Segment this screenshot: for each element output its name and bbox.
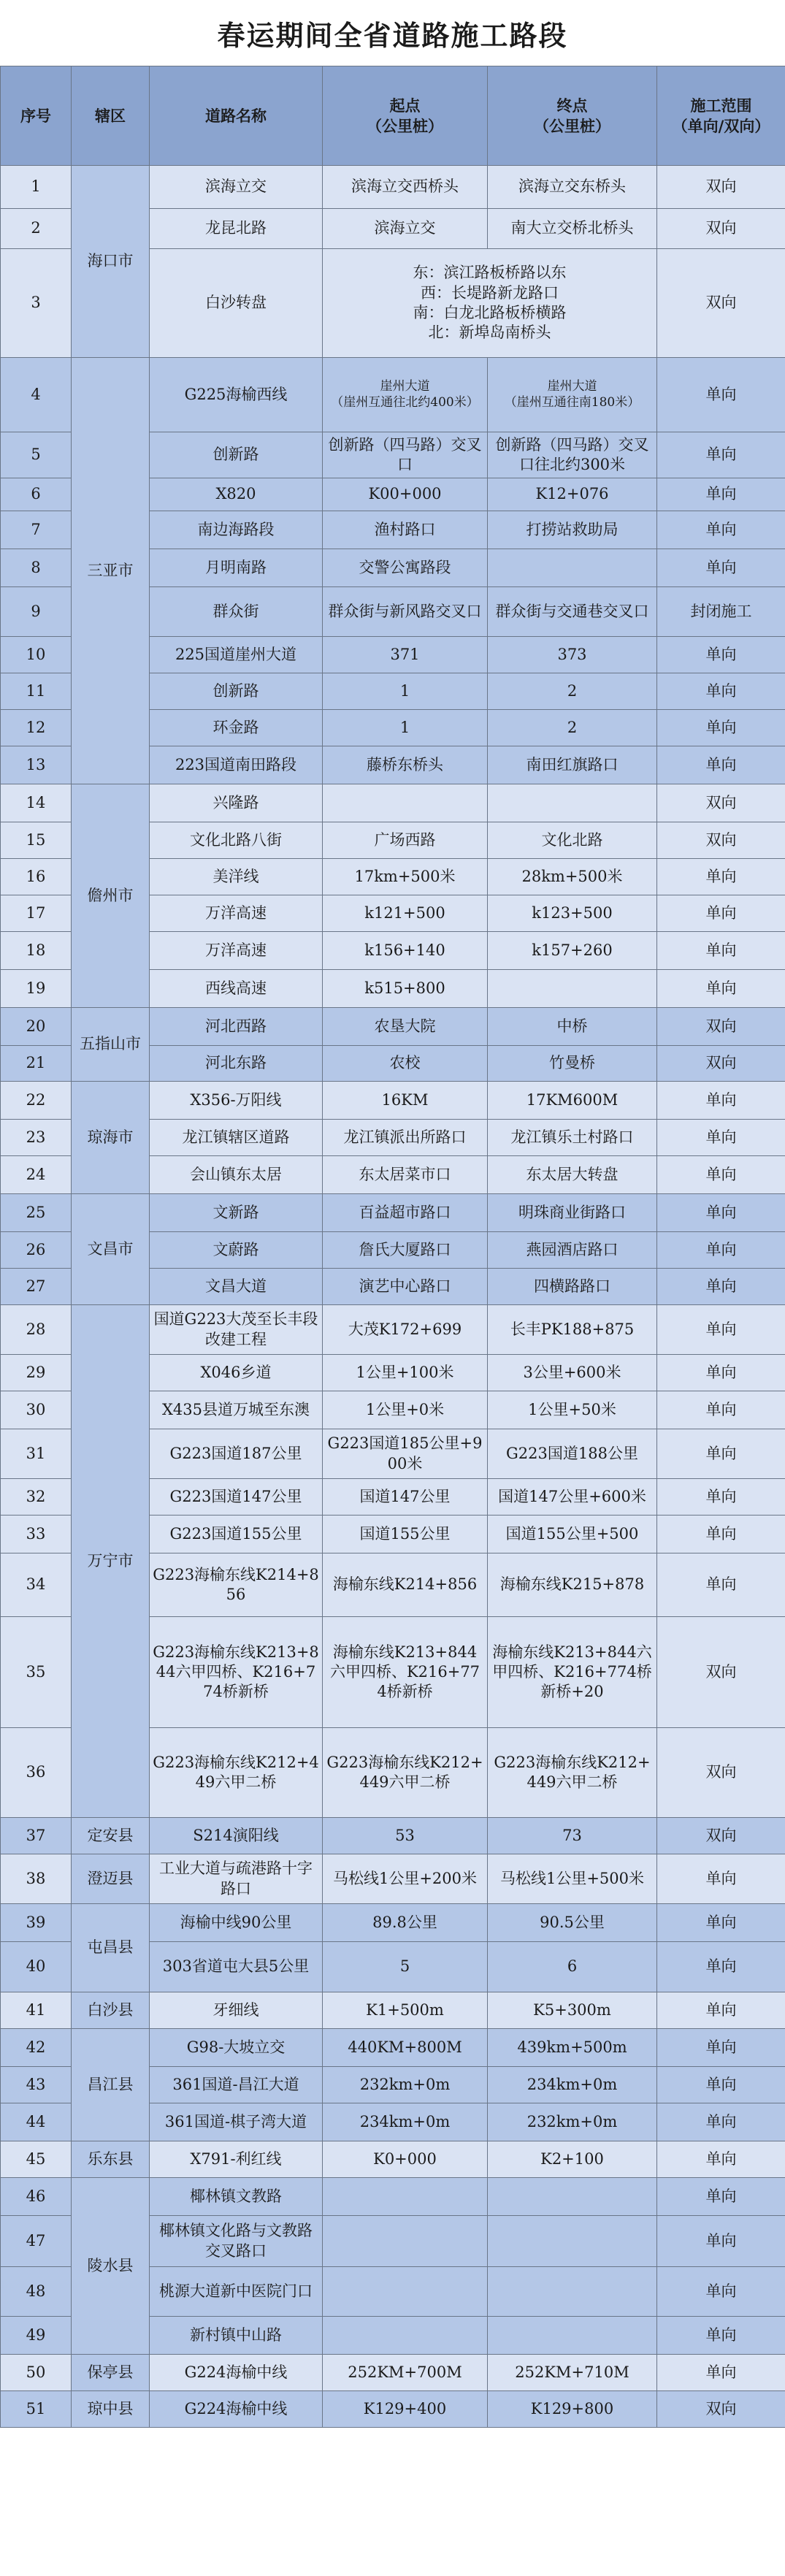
row-scope: 单向 [657,1232,785,1269]
row-start: 16KM [323,1082,488,1120]
row-start: k156+140 [323,932,488,970]
row-number: 43 [1,2067,72,2103]
row-scope: 单向 [657,637,785,673]
row-number: 11 [1,673,72,710]
row-number: 44 [1,2103,72,2141]
row-number: 39 [1,1904,72,1942]
table-row [1,2355,785,2391]
table-body [1,166,785,2428]
row-end: 1公里+50米 [488,1391,657,1429]
row-end: 439km+500m [488,2029,657,2067]
row-end: 四横路路口 [488,1269,657,1305]
row-road-name: G224海榆中线 [150,2391,323,2428]
header-start: 起点 （公里桩） [323,66,488,166]
row-scope: 单向 [657,1120,785,1156]
row-road-name: G223海榆东线K213+844六甲四桥、K216+774桥新桥 [150,1617,323,1728]
row-scope: 双向 [657,2391,785,2428]
row-end: 创新路（四马路）交叉口往北约300米 [488,432,657,478]
row-scope: 单向 [657,1305,785,1355]
row-end: 南大立交桥北桥头 [488,209,657,249]
row-scope: 单向 [657,1516,785,1553]
row-district: 白沙县 [72,1992,150,2029]
row-scope: 单向 [657,511,785,549]
row-road-name: 工业大道与疏港路十字路口 [150,1854,323,1904]
row-number: 31 [1,1429,72,1479]
row-end [488,784,657,822]
row-road-name: 303省道屯大县5公里 [150,1942,323,1992]
row-number: 42 [1,2029,72,2067]
row-number: 37 [1,1818,72,1854]
row-scope: 单向 [657,2317,785,2355]
row-number: 5 [1,432,72,478]
table-row [1,2391,785,2428]
table-row [1,1818,785,1854]
row-start: 交警公寓路段 [323,549,488,587]
row-number: 24 [1,1156,72,1194]
row-end: 90.5公里 [488,1904,657,1942]
row-scope: 双向 [657,249,785,358]
row-road-name: G223国道155公里 [150,1516,323,1553]
row-road-name: 万洋高速 [150,932,323,970]
row-start: 马松线1公里+200米 [323,1854,488,1904]
row-scope: 单向 [657,1479,785,1516]
row-end: 中桥 [488,1008,657,1046]
row-road-name: 河北西路 [150,1008,323,1046]
row-scope: 单向 [657,710,785,746]
row-start: 海榆东线K214+856 [323,1553,488,1617]
table-row [1,784,785,822]
row-end: 373 [488,637,657,673]
header-district: 辖区 [72,66,150,166]
row-road-name: 南边海路段 [150,511,323,549]
row-end [488,2178,657,2216]
row-start [323,2216,488,2267]
row-scope: 单向 [657,2067,785,2103]
row-number: 16 [1,859,72,895]
row-road-name: X356-万阳线 [150,1082,323,1120]
row-district: 儋州市 [72,784,150,1008]
table-row [1,358,785,432]
row-end: 28km+500米 [488,859,657,895]
row-end: 2 [488,673,657,710]
row-road-name: 兴隆路 [150,784,323,822]
row-scope: 单向 [657,1194,785,1232]
row-number: 15 [1,822,72,859]
row-end: G223国道188公里 [488,1429,657,1479]
row-road-name: 滨海立交 [150,166,323,209]
row-district: 三亚市 [72,358,150,784]
row-scope: 单向 [657,970,785,1008]
row-road-name: S214演阳线 [150,1818,323,1854]
row-scope: 单向 [657,2216,785,2267]
row-scope: 单向 [657,1992,785,2029]
row-start: 234km+0m [323,2103,488,2141]
row-number: 34 [1,1553,72,1617]
row-end [488,2317,657,2355]
row-start: 国道147公里 [323,1479,488,1516]
row-end: K12+076 [488,478,657,511]
row-district: 定安县 [72,1818,150,1854]
row-end: K5+300m [488,1992,657,2029]
row-number: 40 [1,1942,72,1992]
row-end: 文化北路 [488,822,657,859]
row-number: 23 [1,1120,72,1156]
header-road: 道路名称 [150,66,323,166]
row-road-name: 桃源大道新中医院门口 [150,2267,323,2317]
row-number: 29 [1,1355,72,1391]
row-start: 崖州大道 （崖州互通往北约400米） [323,358,488,432]
row-road-name: G98-大坡立交 [150,2029,323,2067]
row-number: 2 [1,209,72,249]
row-scope: 单向 [657,2355,785,2391]
row-scope: 单向 [657,2267,785,2317]
row-road-name: 白沙转盘 [150,249,323,358]
row-start: 詹氏大厦路口 [323,1232,488,1269]
row-number: 21 [1,1046,72,1082]
row-number: 47 [1,2216,72,2267]
row-number: 12 [1,710,72,746]
row-end: 海榆东线K215+878 [488,1553,657,1617]
row-end [488,549,657,587]
row-road-name: 361国道-昌江大道 [150,2067,323,2103]
row-road-name: 225国道崖州大道 [150,637,323,673]
row-number: 33 [1,1516,72,1553]
row-end: 国道147公里+600米 [488,1479,657,1516]
row-scope: 单向 [657,932,785,970]
row-scope: 单向 [657,746,785,784]
row-road-name: G223海榆东线K212+449六甲二桥 [150,1728,323,1818]
row-end: 73 [488,1818,657,1854]
row-district: 陵水县 [72,2178,150,2355]
row-number: 27 [1,1269,72,1305]
row-number: 10 [1,637,72,673]
row-road-name: X435县道万城至东澳 [150,1391,323,1429]
row-end [488,2216,657,2267]
row-start: 371 [323,637,488,673]
row-number: 9 [1,587,72,637]
row-number: 48 [1,2267,72,2317]
row-start [323,2267,488,2317]
table-row [1,2178,785,2216]
row-start [323,784,488,822]
row-road-name: 文蔚路 [150,1232,323,1269]
row-road-name: 文化北路八街 [150,822,323,859]
row-scope: 双向 [657,1818,785,1854]
row-scope: 单向 [657,1269,785,1305]
row-scope: 单向 [657,859,785,895]
row-end: 南田红旗路口 [488,746,657,784]
row-scope: 单向 [657,673,785,710]
row-end: 2 [488,710,657,746]
table-row [1,1305,785,1355]
row-district: 文昌市 [72,1194,150,1305]
header-end: 终点 （公里桩） [488,66,657,166]
row-number: 17 [1,895,72,932]
row-scope: 单向 [657,1553,785,1617]
row-start: 232km+0m [323,2067,488,2103]
row-number: 36 [1,1728,72,1818]
row-start: G223国道185公里+900米 [323,1429,488,1479]
row-number: 38 [1,1854,72,1904]
row-start: 农校 [323,1046,488,1082]
row-number: 14 [1,784,72,822]
row-road-name: X791-利红线 [150,2141,323,2178]
row-scope: 单向 [657,358,785,432]
row-start: 国道155公里 [323,1516,488,1553]
row-road-name: 国道G223大茂至长丰段改建工程 [150,1305,323,1355]
row-road-name: 龙江镇辖区道路 [150,1120,323,1156]
row-end: 232km+0m [488,2103,657,2141]
row-road-name: 万洋高速 [150,895,323,932]
row-start: k121+500 [323,895,488,932]
row-scope: 单向 [657,478,785,511]
row-scope: 单向 [657,1355,785,1391]
row-start: 农垦大院 [323,1008,488,1046]
row-end: 17KM600M [488,1082,657,1120]
row-scope: 单向 [657,1391,785,1429]
table-row [1,2029,785,2067]
row-start: 滨海立交西桥头 [323,166,488,209]
row-number: 8 [1,549,72,587]
row-road-name: 环金路 [150,710,323,746]
row-number: 6 [1,478,72,511]
row-road-name: X820 [150,478,323,511]
row-scope: 单向 [657,2141,785,2178]
row-scope: 单向 [657,432,785,478]
row-district: 昌江县 [72,2029,150,2141]
row-start: 252KM+700M [323,2355,488,2391]
row-number: 30 [1,1391,72,1429]
row-road-name: 月明南路 [150,549,323,587]
row-number: 26 [1,1232,72,1269]
row-start: K00+000 [323,478,488,511]
row-road-name: G223国道147公里 [150,1479,323,1516]
row-road-name: 椰林镇文化路与文教路交叉路口 [150,2216,323,2267]
row-end: 崖州大道 （崖州互通往南180米） [488,358,657,432]
row-start: 演艺中心路口 [323,1269,488,1305]
row-district: 琼中县 [72,2391,150,2428]
row-road-name: 会山镇东太居 [150,1156,323,1194]
row-road-name: 群众街 [150,587,323,637]
row-road-name: 新村镇中山路 [150,2317,323,2355]
row-number: 18 [1,932,72,970]
row-start: 53 [323,1818,488,1854]
row-scope: 双向 [657,1046,785,1082]
row-end: 马松线1公里+500米 [488,1854,657,1904]
row-scope: 单向 [657,1429,785,1479]
page-title: 春运期间全省道路施工路段 [217,18,568,52]
row-start: 渔村路口 [323,511,488,549]
row-road-name: G223国道187公里 [150,1429,323,1479]
row-number: 32 [1,1479,72,1516]
table-row [1,1992,785,2029]
row-start: 滨海立交 [323,209,488,249]
row-end: 燕园酒店路口 [488,1232,657,1269]
header-scope: 施工范围 （单向/双向） [657,66,785,166]
row-district: 海口市 [72,166,150,358]
table-row [1,1008,785,1046]
row-start: 藤桥东桥头 [323,746,488,784]
row-number: 13 [1,746,72,784]
table-row [1,1082,785,1120]
row-scope: 单向 [657,1854,785,1904]
row-district: 屯昌县 [72,1904,150,1992]
row-start: 创新路（四马路）交叉口 [323,432,488,478]
header-no: 序号 [1,66,72,166]
row-number: 51 [1,2391,72,2428]
row-number: 7 [1,511,72,549]
row-end: 国道155公里+500 [488,1516,657,1553]
row-road-name: G224海榆中线 [150,2355,323,2391]
row-road-name: 西线高速 [150,970,323,1008]
row-scope: 单向 [657,1904,785,1942]
row-start-end-merged: 东：滨江路板桥路以东 西：长堤路新龙路口 南：白龙北路板桥横路 北：新埠岛南桥头 [323,249,657,358]
row-start: 大茂K172+699 [323,1305,488,1355]
row-road-name: 美洋线 [150,859,323,895]
row-number: 20 [1,1008,72,1046]
row-road-name: 创新路 [150,432,323,478]
row-end: K2+100 [488,2141,657,2178]
row-road-name: 椰林镇文教路 [150,2178,323,2216]
row-district: 万宁市 [72,1305,150,1818]
row-start: 17km+500米 [323,859,488,895]
row-road-name: 牙细线 [150,1992,323,2029]
row-start: 1公里+100米 [323,1355,488,1391]
row-road-name: 361国道-棋子湾大道 [150,2103,323,2141]
row-number: 25 [1,1194,72,1232]
row-number: 45 [1,2141,72,2178]
construction-table [0,66,785,2428]
row-district: 保亭县 [72,2355,150,2391]
row-end: 海榆东线K213+844六甲四桥、K216+774桥新桥+20 [488,1617,657,1728]
table-header [1,66,785,166]
row-end: 长丰PK188+875 [488,1305,657,1355]
row-end: 竹曼桥 [488,1046,657,1082]
row-end: 龙江镇乐土村路口 [488,1120,657,1156]
table-row [1,2141,785,2178]
row-number: 1 [1,166,72,209]
row-start: k515+800 [323,970,488,1008]
table-row [1,1194,785,1232]
row-end: G223海榆东线K212+449六甲二桥 [488,1728,657,1818]
row-road-name: G223海榆东线K214+856 [150,1553,323,1617]
row-start: 1 [323,710,488,746]
row-road-name: 文昌大道 [150,1269,323,1305]
row-end: 滨海立交东桥头 [488,166,657,209]
row-number: 4 [1,358,72,432]
row-number: 49 [1,2317,72,2355]
row-end: K129+800 [488,2391,657,2428]
row-end: 6 [488,1942,657,1992]
row-scope: 封闭施工 [657,587,785,637]
table-row [1,166,785,209]
row-start: 龙江镇派出所路口 [323,1120,488,1156]
row-number: 19 [1,970,72,1008]
row-road-name: G225海榆西线 [150,358,323,432]
row-road-name: 文新路 [150,1194,323,1232]
row-end: 252KM+710M [488,2355,657,2391]
row-end: 东太居大转盘 [488,1156,657,1194]
row-start: 5 [323,1942,488,1992]
row-number: 28 [1,1305,72,1355]
row-scope: 双向 [657,822,785,859]
table-row [1,1854,785,1904]
row-road-name: X046乡道 [150,1355,323,1391]
row-end: k123+500 [488,895,657,932]
row-end: 明珠商业街路口 [488,1194,657,1232]
table-row [1,1904,785,1942]
row-road-name: 龙昆北路 [150,209,323,249]
row-end: 打捞站救助局 [488,511,657,549]
row-start: 440KM+800M [323,2029,488,2067]
row-scope: 单向 [657,1942,785,1992]
row-start [323,2178,488,2216]
row-scope: 单向 [657,895,785,932]
row-scope: 单向 [657,1156,785,1194]
row-scope: 单向 [657,2029,785,2067]
row-start: 东太居菜市口 [323,1156,488,1194]
row-road-name: 223国道南田路段 [150,746,323,784]
row-scope: 双向 [657,784,785,822]
row-start: 海榆东线K213+844六甲四桥、K216+774桥新桥 [323,1617,488,1728]
row-road-name: 海榆中线90公里 [150,1904,323,1942]
row-start: G223海榆东线K212+449六甲二桥 [323,1728,488,1818]
row-start: 群众街与新风路交叉口 [323,587,488,637]
row-number: 50 [1,2355,72,2391]
row-start: K129+400 [323,2391,488,2428]
row-number: 22 [1,1082,72,1120]
row-scope: 双向 [657,166,785,209]
row-end: 群众街与交通巷交叉口 [488,587,657,637]
row-scope: 单向 [657,1082,785,1120]
row-end: 3公里+600米 [488,1355,657,1391]
row-number: 46 [1,2178,72,2216]
row-number: 3 [1,249,72,358]
row-scope: 单向 [657,2103,785,2141]
row-road-name: 创新路 [150,673,323,710]
row-scope: 单向 [657,2178,785,2216]
row-end: 234km+0m [488,2067,657,2103]
row-start [323,2317,488,2355]
row-end: k157+260 [488,932,657,970]
row-end [488,2267,657,2317]
row-district: 澄迈县 [72,1854,150,1904]
row-start: 广场西路 [323,822,488,859]
row-district: 琼海市 [72,1082,150,1194]
row-road-name: 河北东路 [150,1046,323,1082]
row-start: K0+000 [323,2141,488,2178]
row-end [488,970,657,1008]
row-number: 35 [1,1617,72,1728]
row-start: 百益超市路口 [323,1194,488,1232]
row-scope: 双向 [657,1728,785,1818]
row-start: K1+500m [323,1992,488,2029]
row-number: 41 [1,1992,72,2029]
row-scope: 双向 [657,209,785,249]
row-scope: 单向 [657,549,785,587]
row-district: 乐东县 [72,2141,150,2178]
row-start: 89.8公里 [323,1904,488,1942]
row-scope: 双向 [657,1008,785,1046]
row-start: 1公里+0米 [323,1391,488,1429]
row-scope: 双向 [657,1617,785,1728]
row-district: 五指山市 [72,1008,150,1082]
row-start: 1 [323,673,488,710]
